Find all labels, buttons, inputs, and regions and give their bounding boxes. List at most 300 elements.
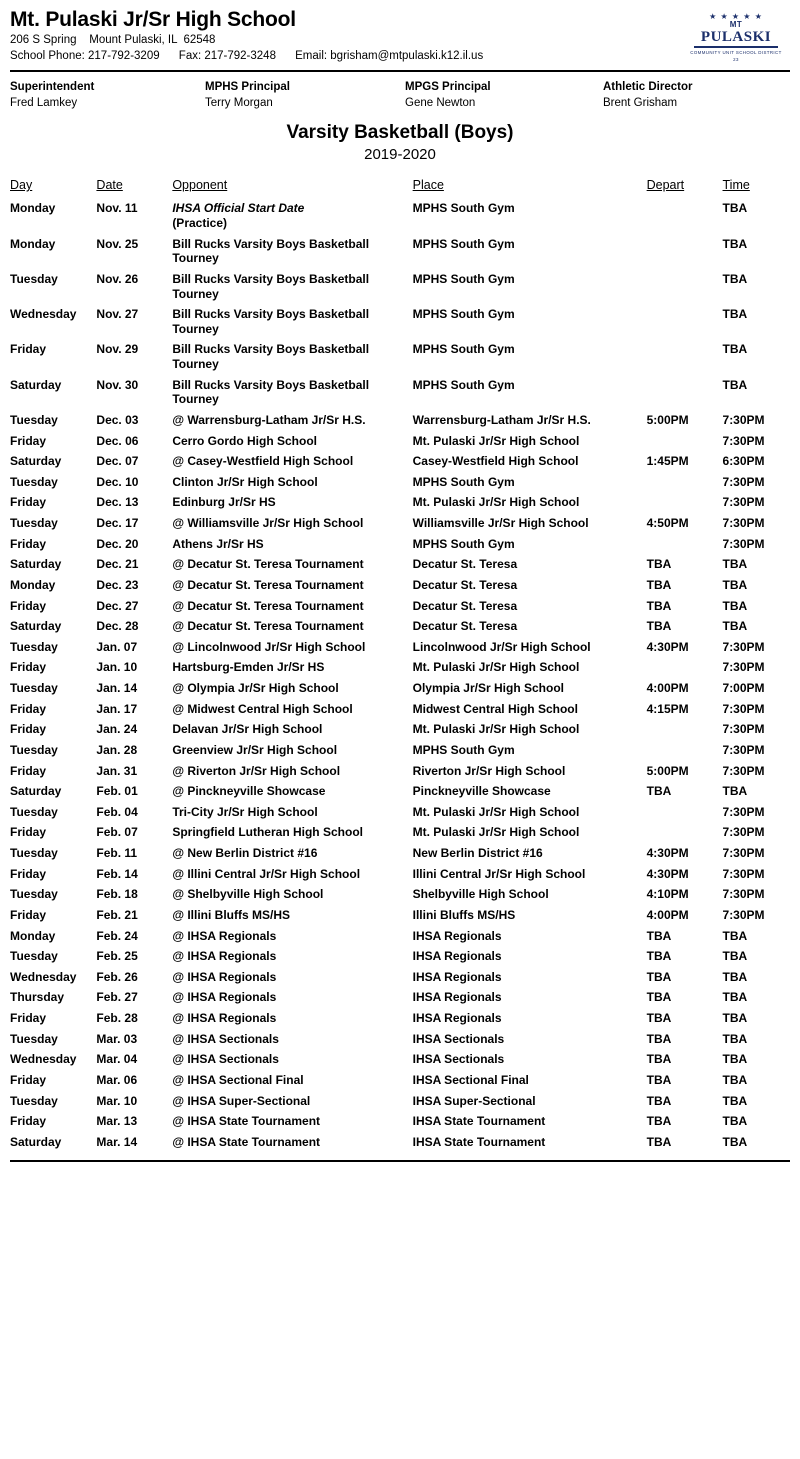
- opponent-name: @ Decatur St. Teresa Tournament: [172, 557, 364, 572]
- cell-time: TBA: [722, 271, 748, 286]
- cell-date: Feb. 21: [96, 907, 138, 922]
- table-row: [10, 967, 790, 988]
- school-contact: School Phone: 217-792-3209 Fax: 217-792-3248 Email: bgrisham@mtpulaski.k12.il.us: [10, 49, 484, 62]
- logo-stars: ★ ★ ★ ★ ★: [709, 12, 763, 21]
- table-row: [10, 657, 790, 678]
- cell-day: Saturday: [10, 557, 62, 572]
- cell-date: Dec. 20: [96, 536, 139, 551]
- cell-day: Tuesday: [10, 846, 58, 861]
- cell-opponent: [172, 339, 412, 374]
- cell-depart: [647, 822, 723, 843]
- staff-name: Brent Grisham: [603, 96, 678, 109]
- cell-time: 7:30PM: [722, 639, 765, 654]
- cell-place: Decatur St. Teresa: [412, 577, 518, 592]
- cell-date: Feb. 24: [96, 928, 138, 943]
- cell-place: Riverton Jr/Sr High School: [412, 763, 566, 778]
- footer-rule: [10, 1160, 790, 1162]
- opponent-name: @ IHSA Super-Sectional: [172, 1093, 311, 1108]
- cell-date: Nov. 30: [96, 377, 139, 392]
- schedule-table: [10, 178, 790, 1152]
- cell-opponent: [172, 905, 412, 926]
- cell-place: MPHS South Gym: [412, 307, 515, 322]
- cell-depart: [647, 269, 723, 304]
- cell-place: MPHS South Gym: [412, 236, 515, 251]
- opponent-name: @ Pinckneyville Showcase: [172, 784, 326, 799]
- school-address: 206 S Spring Mount Pulaski, IL 62548: [10, 34, 216, 47]
- document-header: [10, 8, 790, 68]
- cell-time: TBA: [722, 342, 748, 357]
- cell-date: Jan. 31: [96, 763, 138, 778]
- cell-time: TBA: [722, 1031, 748, 1046]
- table-row: [10, 431, 790, 452]
- cell-time: 7:30PM: [722, 763, 765, 778]
- table-row: [10, 451, 790, 472]
- cell-opponent: [172, 1091, 412, 1112]
- cell-time: TBA: [722, 1134, 748, 1149]
- cell-day: Monday: [10, 236, 56, 251]
- column-header-depart: Depart: [646, 178, 685, 193]
- cell-time: 7:30PM: [722, 722, 765, 737]
- cell-day: Friday: [10, 763, 47, 778]
- cell-place: Warrensburg-Latham Jr/Sr H.S.: [412, 412, 591, 427]
- cell-depart: [647, 472, 723, 493]
- opponent-note: (Practice): [172, 216, 228, 231]
- cell-date: Dec. 28: [96, 619, 139, 634]
- cell-date: Dec. 03: [96, 412, 139, 427]
- cell-day: Friday: [10, 1072, 47, 1087]
- cell-depart: TBA: [646, 1093, 672, 1108]
- cell-place: IHSA Regionals: [412, 969, 502, 984]
- opponent-name: @ IHSA Regionals: [172, 990, 277, 1005]
- cell-day: Friday: [10, 660, 47, 675]
- cell-depart: 4:30PM: [646, 866, 689, 881]
- opponent-name: Springfield Lutheran High School: [172, 825, 363, 840]
- opponent-name: Tri-City Jr/Sr High School: [172, 804, 318, 819]
- cell-date: Feb. 27: [96, 990, 138, 1005]
- staff-superintendent: [10, 80, 205, 111]
- cell-depart: TBA: [646, 1052, 672, 1067]
- cell-opponent: [172, 304, 412, 339]
- cell-opponent: [172, 967, 412, 988]
- cell-opponent: [172, 843, 412, 864]
- cell-day: Friday: [10, 433, 47, 448]
- cell-depart: 4:10PM: [646, 887, 689, 902]
- cell-depart: TBA: [646, 784, 672, 799]
- cell-day: Tuesday: [10, 1031, 58, 1046]
- cell-day: Friday: [10, 701, 47, 716]
- cell-place: IHSA Sectionals: [412, 1052, 505, 1067]
- table-row: [10, 843, 790, 864]
- cell-time: 7:30PM: [722, 742, 765, 757]
- cell-depart: [647, 719, 723, 740]
- cell-opponent: [172, 554, 412, 575]
- opponent-name: @ IHSA Sectionals: [172, 1031, 279, 1046]
- cell-day: Saturday: [10, 619, 62, 634]
- cell-day: Wednesday: [10, 969, 77, 984]
- cell-opponent: [172, 1070, 412, 1091]
- opponent-name: @ IHSA Sectional Final: [172, 1072, 304, 1087]
- cell-time: TBA: [722, 236, 748, 251]
- cell-depart: TBA: [646, 1011, 672, 1026]
- cell-place: Illini Central Jr/Sr High School: [412, 866, 586, 881]
- table-row: [10, 575, 790, 596]
- cell-time: 7:30PM: [722, 887, 765, 902]
- cell-depart: TBA: [646, 577, 672, 592]
- cell-place: MPHS South Gym: [412, 742, 515, 757]
- cell-place: MPHS South Gym: [412, 536, 515, 551]
- cell-day: Friday: [10, 1114, 47, 1129]
- logo-wordmark: PULASKI: [700, 29, 772, 45]
- cell-depart: [647, 740, 723, 761]
- cell-place: Mt. Pulaski Jr/Sr High School: [412, 660, 580, 675]
- table-row: [10, 719, 790, 740]
- cell-day: Tuesday: [10, 412, 58, 427]
- cell-day: Thursday: [10, 990, 65, 1005]
- cell-opponent: [172, 926, 412, 947]
- cell-time: 7:30PM: [722, 474, 765, 489]
- cell-place: Pinckneyville Showcase: [412, 784, 551, 799]
- staff-role: Superintendent: [10, 81, 95, 94]
- table-row: [10, 616, 790, 637]
- table-row: [10, 1029, 790, 1050]
- cell-depart: TBA: [646, 949, 672, 964]
- cell-opponent: [172, 198, 412, 233]
- cell-date: Feb. 01: [96, 784, 138, 799]
- school-logo: [688, 12, 784, 60]
- cell-place: Mt. Pulaski Jr/Sr High School: [412, 722, 580, 737]
- cell-time: TBA: [722, 928, 748, 943]
- opponent-name: Edinburg Jr/Sr HS: [172, 495, 276, 510]
- opponent-name: Bill Rucks Varsity Boys Basketball Tourney: [172, 342, 370, 372]
- cell-time: TBA: [722, 307, 748, 322]
- cell-day: Monday: [10, 577, 56, 592]
- cell-day: Friday: [10, 866, 47, 881]
- cell-time: 7:30PM: [722, 495, 765, 510]
- cell-opponent: [172, 234, 412, 269]
- cell-place: MPHS South Gym: [412, 474, 515, 489]
- cell-opponent: [172, 699, 412, 720]
- cell-place: Mt. Pulaski Jr/Sr High School: [412, 825, 580, 840]
- cell-depart: TBA: [646, 928, 672, 943]
- cell-depart: 1:45PM: [646, 454, 689, 469]
- cell-day: Tuesday: [10, 949, 58, 964]
- opponent-name: @ Midwest Central High School: [172, 701, 353, 716]
- cell-depart: 4:50PM: [646, 516, 689, 531]
- cell-place: MPHS South Gym: [412, 271, 515, 286]
- opponent-name: Athens Jr/Sr HS: [172, 536, 264, 551]
- opponent-name: @ Riverton Jr/Sr High School: [172, 763, 341, 778]
- opponent-name: Greenview Jr/Sr High School: [172, 742, 338, 757]
- opponent-name: @ IHSA State Tournament: [172, 1134, 321, 1149]
- cell-opponent: [172, 492, 412, 513]
- cell-depart: [647, 198, 723, 233]
- header-rule: [10, 70, 790, 72]
- cell-date: Mar. 04: [96, 1052, 138, 1067]
- cell-time: TBA: [722, 619, 748, 634]
- cell-time: 7:00PM: [722, 681, 765, 696]
- cell-place: Casey-Westfield High School: [412, 454, 579, 469]
- cell-opponent: [172, 987, 412, 1008]
- opponent-name: @ IHSA Regionals: [172, 949, 277, 964]
- cell-date: Jan. 24: [96, 722, 138, 737]
- cell-date: Feb. 18: [96, 887, 138, 902]
- column-header-opponent: Opponent: [172, 178, 228, 193]
- cell-opponent: [172, 1111, 412, 1132]
- opponent-name: Bill Rucks Varsity Boys Basketball Tourney: [172, 271, 370, 301]
- cell-place: Mt. Pulaski Jr/Sr High School: [412, 495, 580, 510]
- cell-day: Friday: [10, 536, 47, 551]
- cell-date: Dec. 13: [96, 495, 139, 510]
- cell-depart: TBA: [646, 1114, 672, 1129]
- staff-role: MPGS Principal: [405, 81, 491, 94]
- cell-time: 7:30PM: [722, 866, 765, 881]
- cell-time: 7:30PM: [722, 846, 765, 861]
- cell-time: TBA: [722, 949, 748, 964]
- cell-day: Tuesday: [10, 887, 58, 902]
- cell-place: Illini Bluffs MS/HS: [412, 907, 516, 922]
- cell-place: IHSA State Tournament: [412, 1114, 546, 1129]
- cell-date: Mar. 14: [96, 1134, 138, 1149]
- opponent-name: Hartsburg-Emden Jr/Sr HS: [172, 660, 325, 675]
- table-row: [10, 926, 790, 947]
- cell-time: TBA: [722, 577, 748, 592]
- cell-day: Wednesday: [10, 1052, 77, 1067]
- cell-day: Monday: [10, 928, 56, 943]
- cell-time: 7:30PM: [722, 412, 765, 427]
- cell-day: Friday: [10, 495, 47, 510]
- cell-place: IHSA Regionals: [412, 928, 502, 943]
- cell-date: Nov. 27: [96, 307, 139, 322]
- cell-time: TBA: [722, 201, 748, 216]
- table-row: [10, 1091, 790, 1112]
- logo-mt-text: MT: [729, 20, 743, 29]
- cell-opponent: [172, 1049, 412, 1070]
- cell-opponent: [172, 431, 412, 452]
- cell-date: Mar. 03: [96, 1031, 138, 1046]
- table-row: [10, 1070, 790, 1091]
- cell-date: Dec. 17: [96, 516, 139, 531]
- cell-time: TBA: [722, 377, 748, 392]
- cell-date: Mar. 06: [96, 1072, 138, 1087]
- cell-depart: [647, 802, 723, 823]
- cell-date: Feb. 04: [96, 804, 138, 819]
- cell-day: Saturday: [10, 377, 62, 392]
- cell-time: TBA: [722, 1011, 748, 1026]
- table-row: [10, 1132, 790, 1153]
- table-row: [10, 740, 790, 761]
- cell-day: Friday: [10, 825, 47, 840]
- staff-name: Gene Newton: [405, 96, 476, 109]
- cell-place: Mt. Pulaski Jr/Sr High School: [412, 433, 580, 448]
- cell-date: Jan. 14: [96, 681, 138, 696]
- cell-time: 7:30PM: [722, 701, 765, 716]
- table-row: [10, 905, 790, 926]
- table-row: [10, 492, 790, 513]
- cell-time: TBA: [722, 1052, 748, 1067]
- cell-place: IHSA Regionals: [412, 990, 502, 1005]
- cell-date: Jan. 17: [96, 701, 138, 716]
- cell-depart: 4:30PM: [646, 846, 689, 861]
- table-header-row: [10, 178, 790, 198]
- cell-place: Shelbyville High School: [412, 887, 549, 902]
- cell-opponent: [172, 740, 412, 761]
- cell-depart: [647, 534, 723, 555]
- opponent-name: @ Lincolnwood Jr/Sr High School: [172, 639, 366, 654]
- column-header-time: Time: [722, 178, 750, 193]
- cell-time: TBA: [722, 990, 748, 1005]
- opponent-name: @ IHSA Regionals: [172, 928, 277, 943]
- cell-date: Nov. 25: [96, 236, 139, 251]
- cell-opponent: [172, 884, 412, 905]
- cell-opponent: [172, 534, 412, 555]
- staff-name: Terry Morgan: [205, 96, 273, 109]
- cell-date: Feb. 11: [96, 846, 138, 861]
- cell-place: MPHS South Gym: [412, 342, 515, 357]
- table-row: [10, 884, 790, 905]
- opponent-name: IHSA Official Start Date: [172, 201, 305, 216]
- cell-depart: TBA: [646, 969, 672, 984]
- school-name: Mt. Pulaski Jr/Sr High School: [10, 8, 296, 31]
- cell-place: Midwest Central High School: [412, 701, 578, 716]
- cell-time: TBA: [722, 598, 748, 613]
- cell-time: TBA: [722, 784, 748, 799]
- cell-depart: [647, 234, 723, 269]
- staff-role: Athletic Director: [603, 81, 693, 94]
- opponent-name: @ Decatur St. Teresa Tournament: [172, 577, 364, 592]
- opponent-name: Bill Rucks Varsity Boys Basketball Tourney: [172, 236, 370, 266]
- cell-depart: [647, 339, 723, 374]
- cell-date: Dec. 27: [96, 598, 139, 613]
- cell-place: Lincolnwood Jr/Sr High School: [412, 639, 591, 654]
- cell-opponent: [172, 822, 412, 843]
- cell-day: Saturday: [10, 454, 62, 469]
- table-row: [10, 304, 790, 339]
- cell-place: IHSA Sectionals: [412, 1031, 505, 1046]
- cell-opponent: [172, 375, 412, 410]
- cell-date: Nov. 11: [96, 201, 138, 216]
- cell-depart: 5:00PM: [646, 412, 689, 427]
- cell-date: Feb. 07: [96, 825, 138, 840]
- table-row: [10, 1049, 790, 1070]
- cell-opponent: [172, 802, 412, 823]
- cell-depart: TBA: [646, 990, 672, 1005]
- opponent-name: @ Decatur St. Teresa Tournament: [172, 619, 364, 634]
- cell-depart: TBA: [646, 1031, 672, 1046]
- cell-opponent: [172, 1132, 412, 1153]
- cell-opponent: [172, 1008, 412, 1029]
- cell-depart: [647, 304, 723, 339]
- cell-place: MPHS South Gym: [412, 201, 515, 216]
- cell-day: Wednesday: [10, 307, 77, 322]
- table-row: [10, 269, 790, 304]
- cell-place: IHSA Super-Sectional: [412, 1093, 536, 1108]
- cell-opponent: [172, 410, 412, 431]
- cell-day: Tuesday: [10, 516, 58, 531]
- opponent-name: @ IHSA Regionals: [172, 969, 277, 984]
- cell-date: Dec. 21: [96, 557, 139, 572]
- table-row: [10, 198, 790, 233]
- table-row: [10, 375, 790, 410]
- cell-depart: [647, 657, 723, 678]
- cell-time: TBA: [722, 557, 748, 572]
- table-row: [10, 534, 790, 555]
- table-row: [10, 596, 790, 617]
- cell-opponent: [172, 637, 412, 658]
- opponent-name: @ IHSA State Tournament: [172, 1114, 321, 1129]
- cell-place: Mt. Pulaski Jr/Sr High School: [412, 804, 580, 819]
- cell-opponent: [172, 616, 412, 637]
- cell-place: Decatur St. Teresa: [412, 619, 518, 634]
- cell-opponent: [172, 575, 412, 596]
- cell-place: MPHS South Gym: [412, 377, 515, 392]
- table-row: [10, 234, 790, 269]
- cell-day: Friday: [10, 1011, 47, 1026]
- cell-opponent: [172, 596, 412, 617]
- table-row: [10, 678, 790, 699]
- opponent-name: @ Decatur St. Teresa Tournament: [172, 598, 364, 613]
- cell-depart: 4:00PM: [646, 907, 689, 922]
- table-row: [10, 781, 790, 802]
- staff-mpgs-principal: [405, 80, 603, 111]
- cell-depart: 4:00PM: [646, 681, 689, 696]
- cell-date: Dec. 06: [96, 433, 139, 448]
- cell-date: Dec. 23: [96, 577, 139, 592]
- cell-opponent: [172, 513, 412, 534]
- cell-opponent: [172, 946, 412, 967]
- opponent-name: Clinton Jr/Sr High School: [172, 474, 318, 489]
- cell-depart: TBA: [646, 598, 672, 613]
- table-row: [10, 987, 790, 1008]
- cell-date: Jan. 07: [96, 639, 138, 654]
- table-row: [10, 513, 790, 534]
- cell-depart: TBA: [646, 1072, 672, 1087]
- cell-day: Tuesday: [10, 271, 58, 286]
- page-title: Varsity Basketball (Boys): [286, 122, 514, 144]
- cell-opponent: [172, 1029, 412, 1050]
- page-subtitle: 2019-2020: [364, 145, 436, 163]
- cell-time: 7:30PM: [722, 825, 765, 840]
- opponent-name: Bill Rucks Varsity Boys Basketball Tourney: [172, 307, 370, 336]
- staff-role: MPHS Principal: [205, 81, 290, 94]
- cell-day: Friday: [10, 598, 47, 613]
- cell-day: Tuesday: [10, 804, 58, 819]
- opponent-name: @ Williamsville Jr/Sr High School: [172, 516, 364, 531]
- opponent-name: @ Illini Central Jr/Sr High School: [172, 866, 361, 881]
- column-header-date: Date: [96, 178, 123, 193]
- cell-depart: TBA: [646, 1134, 672, 1149]
- cell-depart: 4:30PM: [646, 639, 689, 654]
- cell-depart: [647, 492, 723, 513]
- cell-date: Feb. 25: [96, 949, 138, 964]
- opponent-name: @ Warrensburg-Latham Jr/Sr H.S.: [172, 412, 366, 427]
- cell-opponent: [172, 864, 412, 885]
- cell-day: Tuesday: [10, 474, 58, 489]
- cell-day: Saturday: [10, 1134, 62, 1149]
- cell-day: Saturday: [10, 784, 62, 799]
- cell-date: Jan. 10: [96, 660, 138, 675]
- cell-day: Friday: [10, 907, 47, 922]
- cell-date: Feb. 14: [96, 866, 138, 881]
- table-row: [10, 1008, 790, 1029]
- opponent-name: @ Illini Bluffs MS/HS: [172, 907, 291, 922]
- opponent-name: Cerro Gordo High School: [172, 433, 317, 448]
- cell-date: Dec. 10: [96, 474, 139, 489]
- table-row: [10, 472, 790, 493]
- cell-opponent: [172, 451, 412, 472]
- cell-place: Olympia Jr/Sr High School: [412, 681, 564, 696]
- opponent-name: @ Casey-Westfield High School: [172, 454, 354, 469]
- logo-divider-bar: [694, 46, 778, 48]
